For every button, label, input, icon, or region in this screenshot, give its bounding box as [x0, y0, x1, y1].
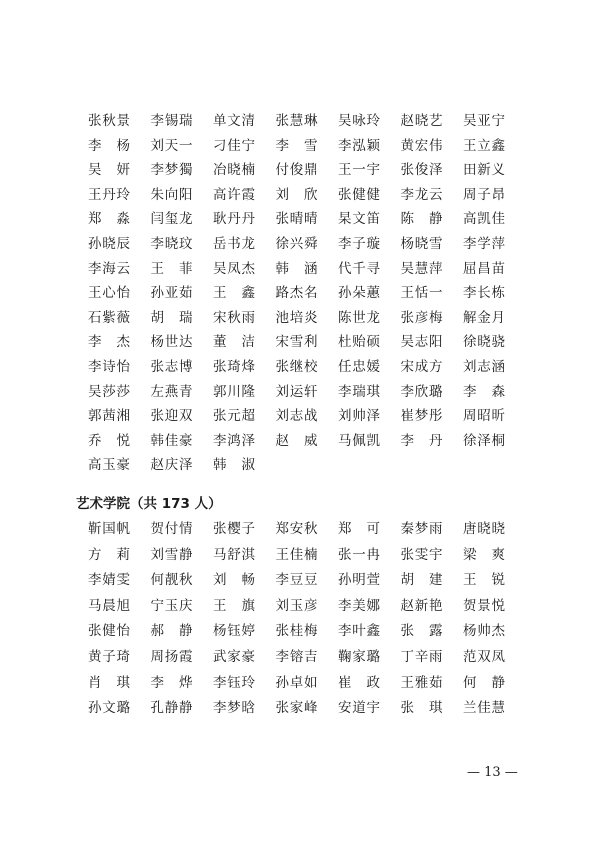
- name-entry: 高许霞: [213, 186, 255, 203]
- name-entry: 岳书龙: [213, 235, 255, 252]
- name-entry: 贺付情: [150, 521, 193, 537]
- name-entry: 张秋景: [88, 113, 130, 129]
- name-entry: 张琪: [400, 700, 443, 717]
- name-entry: 刘志涵: [463, 358, 505, 375]
- name-entry: 高玉豪: [88, 457, 130, 474]
- name-entry: 李子璇: [338, 235, 380, 252]
- name-entry: 郑安秋: [275, 521, 318, 537]
- name-entry: 刘帅泽: [338, 408, 380, 425]
- name-entry: 韩佳豪: [150, 432, 193, 449]
- name-entry: 张元超: [213, 408, 255, 425]
- name-entry: 张晴晴: [275, 211, 318, 228]
- name-entry: 徐晓骁: [463, 334, 505, 351]
- name-entry: 杲文笛: [338, 211, 380, 228]
- name-entry: 王菲: [150, 260, 193, 277]
- name-entry: 赵庆泽: [150, 457, 193, 474]
- name-entry: 单文清: [213, 113, 255, 129]
- name-entry: 王恬一: [400, 285, 443, 302]
- name-entry: 吴咏玲: [338, 113, 380, 129]
- name-entry: 李海云: [88, 260, 130, 277]
- name-entry: 赵威: [275, 432, 318, 449]
- name-entry: 丁辛雨: [400, 648, 443, 665]
- name-entry: 兰佳慧: [463, 700, 505, 717]
- name-entry: 李瑞琪: [338, 383, 380, 400]
- name-entry: 李泓颖: [338, 137, 380, 154]
- name-entry: 刘畅: [213, 572, 255, 589]
- name-entry: 耿丹丹: [213, 211, 255, 228]
- name-entry: 唐晓晓: [463, 521, 505, 537]
- name-entry: 张一冉: [338, 546, 380, 563]
- name-entry: 刘运轩: [275, 383, 318, 400]
- name-entry: 李诗怡: [88, 358, 130, 375]
- name-entry: 路杰名: [275, 285, 318, 302]
- name-entry: 张家峰: [275, 700, 318, 717]
- name-entry: 王立鑫: [463, 137, 505, 154]
- section-heading-art-college: 艺术学院（共 173 人）: [76, 496, 222, 512]
- name-entry: 鞠家璐: [338, 648, 380, 665]
- name-entry: 李长栋: [463, 285, 505, 302]
- name-entry: 宋雪利: [275, 334, 318, 351]
- name-entry: 马晨旭: [88, 597, 130, 614]
- name-entry: 乔悦: [88, 432, 130, 449]
- name-entry: 杨钰婷: [213, 623, 255, 640]
- name-entry: 吴志阳: [400, 334, 443, 351]
- name-entry: 孙晓辰: [88, 235, 130, 252]
- name-entry: 李钰玲: [213, 674, 255, 691]
- name-entry: 朱向阳: [150, 186, 193, 203]
- name-entry: 郝静: [150, 623, 193, 640]
- name-entry: 屈昌苗: [463, 260, 505, 277]
- name-entry: 徐兴舜: [275, 235, 318, 252]
- name-entry: 郑可: [338, 521, 380, 537]
- name-entry: 宋成方: [400, 358, 443, 375]
- name-entry: 李烨: [150, 674, 193, 691]
- name-entry: 杨世达: [150, 334, 193, 351]
- name-entry: 郭茜湘: [88, 408, 130, 425]
- name-entry: 李叶鑫: [338, 623, 380, 640]
- name-entry: 郑淼: [88, 211, 130, 228]
- name-entry: 李鸿泽: [213, 432, 255, 449]
- name-entry: 肖琪: [88, 674, 130, 691]
- name-entry: 张健怡: [88, 623, 130, 640]
- name-entry: 池培炎: [275, 309, 318, 326]
- name-entry: 梁爽: [463, 546, 505, 563]
- name-entry: 闫玺龙: [150, 211, 193, 228]
- name-entry: 郭川隆: [213, 383, 255, 400]
- name-entry: 靳国帆: [88, 521, 130, 537]
- name-entry: 张俊泽: [400, 162, 443, 179]
- name-entry: 李镕吉: [275, 648, 318, 665]
- name-entry: 王锐: [463, 572, 505, 589]
- name-entry: 张琦烽: [213, 358, 255, 375]
- name-entry: 张健健: [338, 186, 380, 203]
- name-entry: 刘欣: [275, 186, 318, 203]
- name-entry: 陈世龙: [338, 309, 380, 326]
- name-entry: 孙文璐: [88, 700, 130, 717]
- name-entry: 刁佳宁: [213, 137, 255, 154]
- name-entry: 马舒淇: [213, 546, 255, 563]
- name-entry: 吴亚宁: [463, 113, 505, 129]
- name-entry: 王心怡: [88, 285, 130, 302]
- name-entry: 宋秋雨: [213, 309, 255, 326]
- name-entry: 田新义: [463, 162, 505, 179]
- name-entry: 秦梦雨: [400, 521, 443, 537]
- name-entry: 崔政: [338, 674, 380, 691]
- name-entry: 胡建: [400, 572, 443, 589]
- name-entry: 方莉: [88, 546, 130, 563]
- name-entry: 王旗: [213, 597, 255, 614]
- name-entry: 陈静: [400, 211, 443, 228]
- name-entry: 吴妍: [88, 162, 130, 179]
- name-entry: 李雪: [275, 137, 318, 154]
- name-entry: 杨帅杰: [463, 623, 505, 640]
- name-entry: 李龙云: [400, 186, 443, 203]
- name-entry: 张迎双: [150, 408, 193, 425]
- name-entry: 贺景悦: [463, 597, 505, 614]
- name-entry: 任忠媛: [338, 358, 380, 375]
- name-entry: 左燕青: [150, 383, 193, 400]
- name-entry: 周子昂: [463, 186, 505, 203]
- name-entry: 张露: [400, 623, 443, 640]
- name-entry: 吴慧萍: [400, 260, 443, 277]
- name-entry: 王雅茹: [400, 674, 443, 691]
- name-entry: 张樱子: [213, 521, 255, 537]
- name-entry: 杜贻硕: [338, 334, 380, 351]
- name-entry: 董洁: [213, 334, 255, 351]
- name-entry: 杨晓雪: [400, 235, 443, 252]
- name-entry: 李欣璐: [400, 383, 443, 400]
- name-entry: 武家豪: [213, 648, 255, 665]
- name-entry: 李婧雯: [88, 572, 130, 589]
- name-entry: 王鑫: [213, 285, 255, 302]
- name-entry: 胡瑞: [150, 309, 193, 326]
- name-entry: 石紫薇: [88, 309, 130, 326]
- name-entry: 李晓玟: [150, 235, 193, 252]
- name-entry: 黄宏伟: [400, 137, 443, 154]
- name-entry: 宁玉庆: [150, 597, 193, 614]
- name-entry: 徐泽桐: [463, 432, 505, 449]
- name-entry: 韩淑: [213, 457, 255, 474]
- name-entry: 孙明萱: [338, 572, 380, 589]
- name-entry: 刘雪静: [150, 546, 193, 563]
- name-entry: 范双凤: [463, 648, 505, 665]
- name-entry: 李梦晗: [213, 700, 255, 717]
- name-entry: 刘志战: [275, 408, 318, 425]
- name-entry: 张继校: [275, 358, 318, 375]
- name-entry: 张雯宇: [400, 546, 443, 563]
- name-entry: 何靓秋: [150, 572, 193, 589]
- name-entry: 张志博: [150, 358, 193, 375]
- name-entry: 张彦梅: [400, 309, 443, 326]
- name-entry: 李豆豆: [275, 572, 318, 589]
- name-entry: 王一宇: [338, 162, 380, 179]
- name-entry: 何静: [463, 674, 505, 691]
- name-entry: 李森: [463, 383, 505, 400]
- name-entry: 冶晓楠: [213, 162, 255, 179]
- name-entry: 安道宇: [338, 700, 380, 717]
- name-entry: 赵晓艺: [400, 113, 443, 129]
- name-entry: 李学萍: [463, 235, 505, 252]
- name-entry: 高凯佳: [463, 211, 505, 228]
- name-entry: 孙亚茹: [150, 285, 193, 302]
- name-entry: 黄子琦: [88, 648, 130, 665]
- name-entry: 周扬霞: [150, 648, 193, 665]
- name-entry: 张慧琳: [275, 113, 318, 129]
- name-entry: 韩涵: [275, 260, 318, 277]
- name-entry: 解金月: [463, 309, 505, 326]
- name-entry: 张桂梅: [275, 623, 318, 640]
- name-entry: 王丹玲: [88, 186, 130, 203]
- name-entry: 王佳楠: [275, 546, 318, 563]
- name-entry: 刘天一: [150, 137, 193, 154]
- name-entry: 李杨: [88, 137, 130, 154]
- name-list-section-1: [82, 109, 520, 478]
- name-entry: 付俊鼎: [275, 162, 318, 179]
- name-entry: 吴凤杰: [213, 260, 255, 277]
- name-entry: 李锡瑞: [150, 113, 193, 129]
- name-entry: 赵新艳: [400, 597, 443, 614]
- name-entry: 李杰: [88, 334, 130, 351]
- name-entry: 李美娜: [338, 597, 380, 614]
- name-entry: 孔静静: [150, 700, 193, 717]
- name-list-art-college: [82, 517, 520, 722]
- name-entry: 代千寻: [338, 260, 380, 277]
- name-entry: 崔梦彤: [400, 408, 443, 425]
- name-entry: 刘玉彦: [275, 597, 318, 614]
- name-entry: 李丹: [400, 432, 443, 449]
- name-entry: 孙朵蕙: [338, 285, 380, 302]
- name-entry: 李梦獨: [150, 162, 193, 179]
- name-entry: 孙卓如: [275, 674, 318, 691]
- name-entry: 周昭昕: [463, 408, 505, 425]
- name-entry: 吴莎莎: [88, 383, 130, 400]
- name-entry: 马佩凯: [338, 432, 380, 449]
- page-number: — 13 —: [467, 765, 518, 780]
